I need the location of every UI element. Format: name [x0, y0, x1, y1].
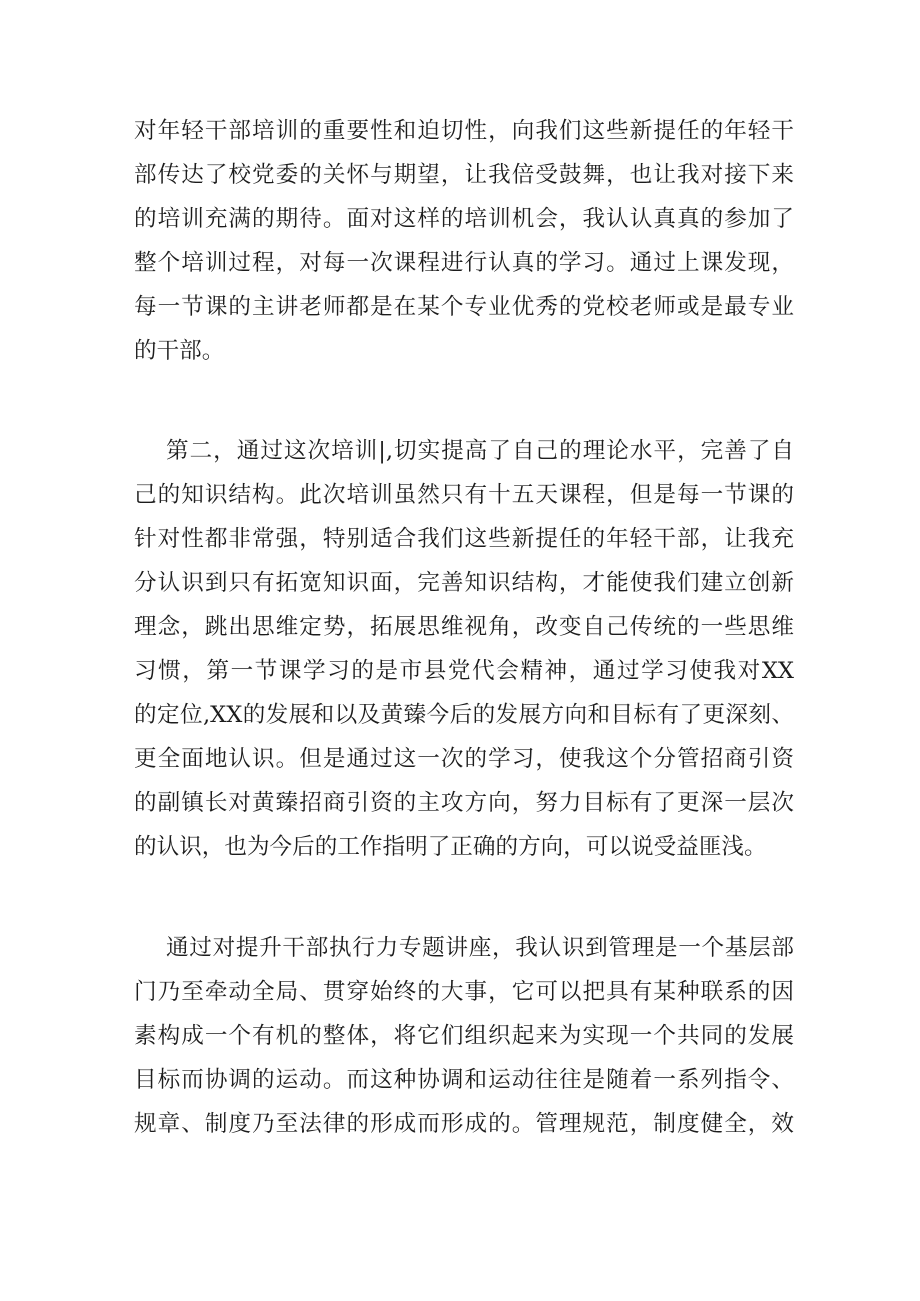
paragraph-line: 针对性都非常强，特别适合我们这些新提任的年轻干部，让我充 — [134, 526, 794, 552]
paragraph-line: 的副镇长对黄臻招商引资的主攻方向，努力目标有了更深一层次 — [134, 790, 794, 816]
paragraph-line: 更全面地认识。但是通过这一次的学习，使我这个分管招商引资 — [134, 746, 794, 772]
paragraph-line: 门乃至牵动全局、贯穿始终的大事，它可以把具有某种联系的因 — [134, 979, 794, 1005]
paragraph-line: 素构成一个有机的整体，将它们组织起来为实现一个共同的发展 — [134, 1023, 794, 1049]
paragraph-line: 通过对提升干部执行力专题讲座，我认识到管理是一个基层部 — [166, 935, 794, 961]
paragraph-line: 理念，跳出思维定势，拓展思维视角，改变自己传统的一些思维 — [134, 614, 794, 640]
paragraph-line: 分认识到只有拓宽知识面，完善知识结构，才能使我们建立创新 — [134, 570, 794, 596]
paragraph-line: 第二，通过这次培训|,切实提高了自己的理论水平，完善了自 — [166, 438, 794, 464]
paragraph-line: 每一节课的主讲老师都是在某个专业优秀的党校老师或是最专业 — [134, 294, 794, 320]
paragraph-line: 目标而协调的运动。而这种协调和运动往往是随着一系列指令、 — [134, 1067, 794, 1093]
paragraph-line: 的定位,XX的发展和以及黄臻今后的发展方向和目标有了更深刻、 — [134, 702, 794, 728]
paragraph-line: 对年轻干部培训的重要性和迫切性，向我们这些新提任的年轻干 — [134, 118, 794, 144]
paragraph-line: 部传达了校党委的关怀与期望，让我倍受鼓舞，也让我对接下来 — [134, 162, 794, 188]
paragraph-line: 整个培训过程，对每一次课程进行认真的学习。通过上课发现， — [134, 250, 794, 276]
paragraph-line: 的培训充满的期待。面对这样的培训机会，我认认真真的参加了 — [134, 206, 794, 232]
paragraph-line: 的干部。 — [134, 338, 225, 364]
paragraph-line: 规章、制度乃至法律的形成而形成的。管理规范，制度健全，效 — [134, 1111, 794, 1137]
paragraph-line: 己的知识结构。此次培训虽然只有十五天课程，但是每一节课的 — [134, 482, 794, 508]
paragraph-line: 习惯，第一节课学习的是市县党代会精神，通过学习使我对XX — [134, 658, 794, 684]
paragraph-line: 的认识，也为今后的工作指明了正确的方向，可以说受益匪浅。 — [134, 834, 767, 860]
